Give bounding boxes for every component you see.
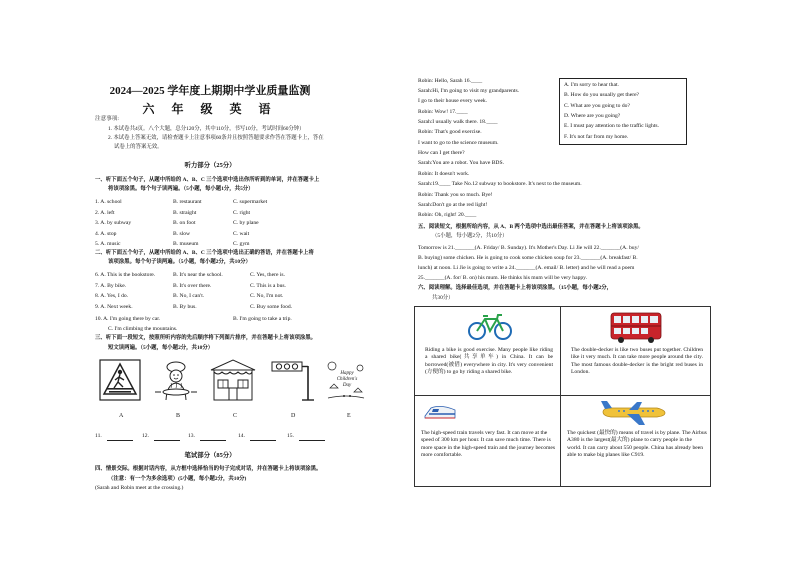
sec6-title: 六、阅读理解。选择最佳选项，并在答题卡上将该项涂黑。（15小题，每小题2分， bbox=[418, 285, 613, 291]
sec1-option: 5. A. music bbox=[95, 241, 121, 247]
listening-heading: 听力部分（25分） bbox=[184, 162, 236, 169]
option-item: D. Where are you going? bbox=[564, 112, 621, 119]
notes-line-1: 1. 本试卷共4页。八个大题，总分120分，其中110分，书写10分，考试时间60分钟） bbox=[108, 126, 305, 132]
dialogue-line: Robin: Oh, right! 20.____ bbox=[418, 212, 477, 218]
sec1-option: B. museum bbox=[173, 241, 199, 247]
shop-building-picture bbox=[208, 358, 258, 402]
scene-note: (Sarah and Robin meet at the crossing.) bbox=[95, 485, 184, 491]
exam-subtitle: 六 年 级 英 语 bbox=[142, 102, 278, 116]
q10-a: 10. A. I'm going there by car. bbox=[95, 316, 161, 322]
crossing-sign-picture bbox=[98, 358, 142, 402]
answer-blank-number: 11. bbox=[95, 433, 102, 439]
bus-cell bbox=[560, 306, 711, 396]
bike-cell bbox=[414, 306, 561, 396]
dialogue-line: Robin: It doesn't work. bbox=[418, 171, 470, 177]
airplane-icon bbox=[599, 400, 669, 426]
option-item: C. What are you going to do? bbox=[564, 102, 630, 109]
answer-blank-line[interactable] bbox=[299, 440, 325, 441]
bike-paragraph: Riding a bike is good exercise. Many people like riding a shared bike(共享单车) in China. It can be borrowed(被借) everywhere in city. It's very convenient (方便的) to go by riding a shared bike. bbox=[425, 347, 553, 376]
picture-label: A bbox=[119, 413, 124, 419]
option-item: E. I must pay attention to the traffic lights. bbox=[564, 123, 659, 130]
sec5-line: Tomorrow is 21._______(A. Friday/ B. Sunday). It's Mother's Day. Li Jie will 22._______(A. buy/ bbox=[418, 245, 639, 251]
sec2-option: C. Yes, there is. bbox=[250, 272, 285, 278]
picture-label: D bbox=[291, 413, 296, 419]
sec1-option: B. straight bbox=[173, 209, 197, 216]
sec2-option: C. Buy some food. bbox=[250, 303, 293, 310]
answer-blank-number: 13. bbox=[188, 433, 195, 439]
sec2-option: C. No, I'm not. bbox=[250, 293, 284, 299]
answer-blank-number: 14. bbox=[238, 433, 245, 439]
sec1-title-2: 将该项涂黑。每个句子读两遍。（5小题，每小题1分，共5分） bbox=[108, 186, 254, 192]
card-greeting-text: Happy Children's Day bbox=[336, 371, 358, 388]
high-speed-train-icon bbox=[423, 400, 457, 422]
dialogue-line: Robin: Wow! 17.____ bbox=[418, 109, 468, 115]
chef-cooking-picture bbox=[153, 358, 199, 402]
sec2-title: 二、听下面五个句子，从题中所给的 A、B、C 三个选项中选出正确的答语，并在答题卡上将 bbox=[95, 250, 314, 256]
sec1-option: 4. A. stop bbox=[95, 230, 117, 237]
sec1-option: B. on foot bbox=[173, 220, 196, 226]
sec5-title: 五、阅读短文，根据所给内容，从 A、B 两个选项中选出最佳答案，并在答题卡上将该项涂黑。 bbox=[418, 224, 644, 230]
childrens-day-card-picture bbox=[324, 358, 368, 402]
train-cell bbox=[414, 395, 561, 487]
sec1-option: B. slow bbox=[173, 230, 191, 237]
picture-label: E bbox=[347, 413, 351, 419]
sec3-title: 三、听下面一段短文，按照所听内容的先后顺序将下列图片排序，并在答题卡上将该项涂黑。 bbox=[95, 335, 317, 341]
dialogue-line: I go to their house every week. bbox=[418, 98, 488, 104]
q10-c: C. I'm climbing the mountains. bbox=[108, 326, 178, 332]
sec1-option: C. wait bbox=[233, 230, 250, 237]
double-decker-bus-icon bbox=[609, 311, 663, 343]
sec4-title-2: （注意：有一个为多余选项）(5小题，每小题2分，共10分) bbox=[108, 476, 247, 482]
notes-line-2: 2. 本试卷上答案无效，请检查题卡上注意事项60条并且按照答题要求作答在答题卡上，答在 bbox=[108, 135, 324, 141]
sec2-title-2: 该项涂黑。每个句子读两遍。（5小题，每小题2分，共10分） bbox=[108, 259, 251, 265]
q10-b: B. I'm going to take a trip. bbox=[233, 316, 292, 322]
sec2-option: 9. A. Next week. bbox=[95, 303, 133, 310]
sec6-title-2: 共30分） bbox=[432, 295, 454, 301]
dialogue-line: Sarah:I usually walk there. 18.____ bbox=[418, 119, 498, 125]
notes-line-3: 试卷上的答案无效。 bbox=[114, 144, 163, 150]
sec2-option: 7. A. By bike. bbox=[95, 282, 127, 289]
option-item: F. It's not far from my home. bbox=[564, 133, 629, 140]
sec4-title: 四、情景交际。根据对话内容，从方框中选择恰当的句子完成对话，并在答题卡上将该项涂黑。 bbox=[95, 466, 322, 472]
answer-blank-number: 12. bbox=[142, 433, 149, 439]
sec5-line: lunch) at noon. Li Jie is going to write a 24._______(A. email/ B. letter) and he will read a poem bbox=[418, 265, 635, 271]
dialogue-line: Sarah:Hi, I'm going to visit my grandparents. bbox=[418, 88, 520, 94]
dialogue-line: Sarah:You are a robot. You have BDS. bbox=[418, 160, 504, 166]
sec1-option: C. right bbox=[233, 209, 251, 216]
exam-title: 2024—2025 学年度上期期中学业质量监测 bbox=[109, 85, 311, 97]
options-box bbox=[559, 78, 687, 145]
picture-label: B bbox=[176, 413, 181, 419]
written-heading: 笔试部分（85分） bbox=[184, 452, 236, 459]
dialogue-line: I want to go to the science museum. bbox=[418, 140, 499, 146]
sec3-title-2: 短文读两遍。（5小题，每小题2分，共10分） bbox=[108, 345, 214, 351]
sec5-title-2: （5小题，每小题2分，共10分） bbox=[432, 233, 508, 239]
sec5-line: B. buying) some chicken. He is going to cook some chicken soup for 23._______(A. breakfast/ B. bbox=[418, 255, 638, 261]
sec1-option: C. gym bbox=[233, 241, 250, 247]
sec1-option: 3. A. by subway bbox=[95, 220, 132, 226]
sec2-option: C. This is a bus. bbox=[250, 282, 286, 289]
answer-blank-line[interactable] bbox=[154, 440, 180, 441]
train-paragraph: The high-speed train travels very fast. It can move at the speed of 300 km per hour. It can save much time. There is more space in the high-speed train and the journey becomes more comfortable. bbox=[421, 430, 556, 459]
bike-icon bbox=[467, 313, 513, 341]
bus-paragraph: The double-decker is like two buses put together. Children like it very much. It can take more people around the city. The most famous double-decker is the bright red buses in London. bbox=[571, 347, 703, 376]
sec2-option: B. It's near the school. bbox=[173, 272, 223, 278]
plane-cell bbox=[560, 395, 711, 487]
answer-blank-line[interactable] bbox=[200, 440, 226, 441]
option-item: A. I'm sorry to hear that. bbox=[564, 82, 619, 88]
notes-heading: 注意事项: bbox=[95, 116, 119, 122]
sec2-option: B. No, I can't. bbox=[173, 293, 205, 299]
answer-blank-line[interactable] bbox=[250, 440, 276, 441]
plane-paragraph: The quickest (最快的) means of travel is by plane. The Airbus A380 is the largest(最大的) plane to carry people in the world. It can carry about 550 people. China has already been able to make big planes like C919. bbox=[567, 430, 707, 459]
answer-blank-number: 15. bbox=[287, 433, 294, 439]
sec2-option: B. By bus. bbox=[173, 303, 197, 310]
sec5-line: 25._______(A. for/ B. on) his mum. He thinks his mum will be very happy. bbox=[418, 275, 587, 281]
sec1-option: 1. A. school bbox=[95, 199, 122, 205]
sec1-option: C. by plane bbox=[233, 220, 259, 226]
traffic-light-picture bbox=[268, 358, 314, 402]
dialogue-line: Sarah:19.____ Take No.12 subway to bookstore. It's next to the museum. bbox=[418, 181, 582, 187]
sec2-option: 6. A. This is the bookstore. bbox=[95, 272, 156, 278]
option-item: B. How do you usually get there? bbox=[564, 92, 640, 99]
sec1-title: 一、听下面五个句子，从题中所给的 A、B、C 三个选项中选出你所听到的单词，并在答题卡上 bbox=[95, 177, 320, 183]
sec2-option: B. It's over there. bbox=[173, 282, 212, 289]
dialogue-line: Sarah:Don't go at the red light! bbox=[418, 202, 488, 208]
dialogue-line: Robin: Hello, Sarah 16.____ bbox=[418, 78, 483, 84]
sec2-option: 8. A. Yes, I do. bbox=[95, 293, 129, 299]
sec1-option: C. supermarket bbox=[233, 199, 268, 205]
answer-blank-line[interactable] bbox=[107, 440, 133, 441]
picture-label: C bbox=[233, 413, 238, 419]
dialogue-line: Robin: That's good exercise. bbox=[418, 129, 482, 135]
sec1-option: 2. A. left bbox=[95, 209, 115, 216]
dialogue-line: Robin: Thank you so much. Bye! bbox=[418, 192, 493, 198]
sec1-option: B. restaurant bbox=[173, 199, 202, 205]
dialogue-line: How can I get there? bbox=[418, 150, 465, 156]
